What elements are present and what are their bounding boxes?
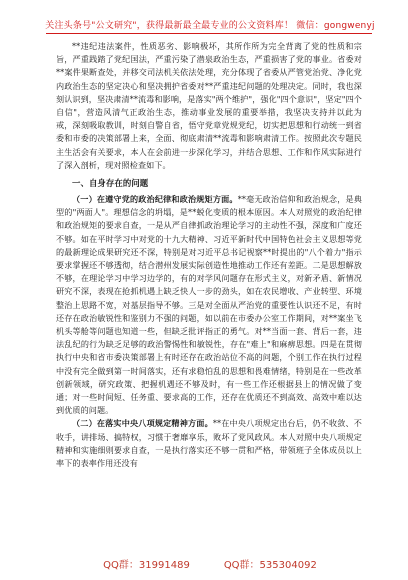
intro-paragraph: **违纪违法案件，性质恶劣、影响极坏，其所作所为完全背离了党的性质和宗旨，严重践踏了党纪国法，严重污染了潜泉政治生态，严重损害了党的事业。省委对**案件果断查处，并移交司法机关依法处理，充分体现了省委从严管党治党、净化党内政治生态的坚定决心和坚决拥护省委对**严重违纪问题的处理决定。同时，我也深刻认识到，坚决肃清**流毒和影响，是落实"两个维护"，强化"四个意识"，坚定"四个自信"，营造风清气正政治生态，推动事业发展的重要举措，我坚决支持并以此为戒，深刻吸取教训，时刻自警自省，悟守党章党规党纪，切实把思想和行动统一到省委和市委的决策部署上来，全面、彻底肃清**流毒和影响肃清工作。按照此次专题民主生活会有关要求，本人在会前进一步深化学习，并结合思想、工作和作风实际进行了深入剖析，现对照检查如下。: [56, 41, 362, 170]
document-body: [56, 40, 362, 470]
header-banner: 关注头条号"公文研究"，获得最新最全最专业的公文资料库！ 微信：gongwenyj: [45, 21, 375, 31]
footer: [40, 556, 380, 571]
footer-qq-group-2: QQ群：535304092: [223, 560, 317, 571]
subsection-2-heading: （二）在落实中央八项规定精神方面。: [72, 418, 213, 429]
footer-qq-group-1: QQ群：31991489: [103, 560, 190, 571]
section-heading: 一、自身存在的问题: [72, 178, 149, 189]
subsection-2-paragraph: [56, 417, 362, 470]
subsection-1-text: **毫无政治信仰和政治规念，是典型的"两面人"。理想信念的坍塌，是**蜕化变质的根本原因。本人对照党的政治纪律和政治规矩的要求自查，一是从严自律抓政治理论学习的主动性不强，深度和广度还不够。如在平时学习中对党的十九大精神、习近平新时代中国特色社会主义思想等党的最新理论成果研究还不深，特别是对习近平总书记视察**时提出的"八个着力"指示要求掌握还不够透彻，结合潜州发展实际创造性地推动工作还有差距。二是思想解放不够，在理论学习中学习边学的，有的对学风问题存在形式主义，对新矛盾、新情况研究不深，表现在抢抓机遇上缺乏快人一步的劲头，如在农民增收、产业转型、环境整治上思路不宽，对基层指导不够。三是对全面从严治党的重要性认识还不足，有时还存在政治敏锐性和鉴别力不强的问题，如以前在市委办公室工作期间，对**案坐飞机头等舱等问题也知道一些，但缺乏批评指正的勇气。对**当面一套、背后一套，违法乱纪的行为缺乏足够的政治警惕性和敏锐性，存在"难上"和麻痹思想。四是在贯彻执行中央和省市委决策部署上有时还存在政治站位不高的问题，个别工作在执行过程中没有完全做到第一时间落实，还有求稳怕乱的思想和畏难情绪，特别是在一些改革创新领域，研究政策、把握机遇还不够及时，有一些工作还根据县上的情况做了变通；对一些时间短、任务重、要求高的工作，还存在优质还不到高效、高效中难以达到优质的问题。: [56, 194, 362, 416]
subsection-2-text: **在中央八项规定出台后，仍不收敛、不收手，讲排场、搞特权，习惯于奢靡享乐，败坏了党风政风。本人对照中央八项规定精神和实施细则要求自查，一是执行落实还不够一贯和严格，带领班子全体成员以上率下的表率作用还没有: [56, 418, 363, 469]
header-divider: [46, 33, 372, 34]
subsection-1-paragraph: [56, 193, 362, 417]
subsection-1-heading: （一）在遵守党的政治纪律和政治规矩方面。: [72, 194, 238, 205]
